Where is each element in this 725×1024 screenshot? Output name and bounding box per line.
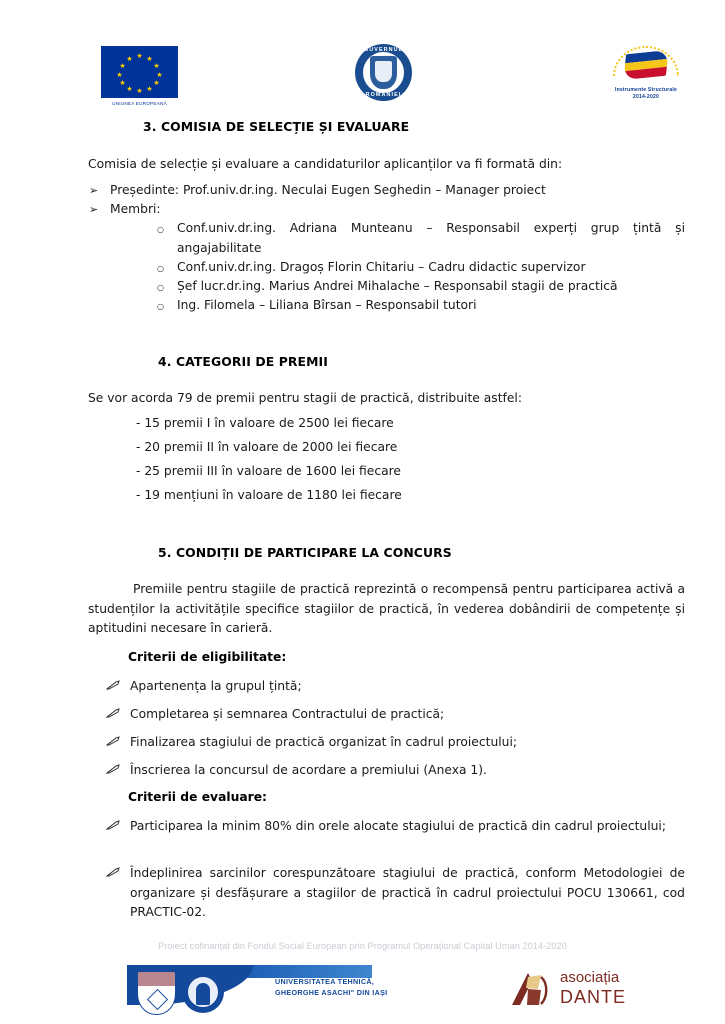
section-3-intro: Comisia de selecție și evaluare a candidaturilor aplicanților va fi formată din:: [88, 157, 563, 171]
pen-bullet-icon: [106, 680, 120, 690]
university-logo: [127, 963, 389, 1015]
footer-logos: [0, 960, 725, 1024]
member-item-4: [157, 296, 685, 316]
eligibility-item-2: [130, 705, 685, 725]
university-shield-icon: [137, 971, 176, 1015]
association-logo: [508, 966, 698, 1014]
eligibility-criteria-heading: Criterii de eligibilitate:: [128, 650, 287, 664]
structural-instruments-logo: [605, 44, 687, 101]
circle-bullet-icon: ○: [157, 264, 164, 273]
gov-seal-bottom-text: ROMÂNIEI: [365, 92, 402, 98]
evaluation-text-1: Participarea la minim 80% din orele alocate stagiului de practică din cadrul proiectului;: [130, 819, 666, 833]
structural-logo-line1: Instrumente Structurale: [614, 87, 678, 93]
structural-instruments-icon: [605, 44, 687, 86]
member-text-2: Conf.univ.dr.ing. Dragoș Florin Chitariu – Cadru didactic supervizor: [177, 260, 586, 274]
eu-logo-caption: UNIUNEA EUROPEANĂ: [112, 101, 167, 106]
evaluation-item-2: [130, 864, 685, 923]
gov-seal-top-text: GUVERNUL: [363, 47, 404, 53]
prize-item-4: - 19 mențiuni în valoare de 1180 lei fiecare: [136, 488, 402, 502]
eu-flag-icon: ★ ★ ★ ★ ★ ★ ★ ★ ★ ★ ★ ★: [101, 46, 178, 98]
university-seal-icon: [182, 971, 224, 1013]
eligibility-item-3: [130, 733, 685, 753]
eligibility-text-1: Apartenența la grupul țintă;: [130, 679, 302, 693]
eligibility-item-1: [130, 677, 685, 697]
romanian-government-seal: [355, 44, 412, 101]
eligibility-text-2: Completarea și semnarea Contractului de practică;: [130, 707, 445, 721]
prize-item-1: - 15 premii I în valoare de 2500 lei fiecare: [136, 416, 394, 430]
circle-bullet-icon: ○: [157, 225, 164, 234]
member-item-2: [157, 258, 685, 278]
committee-president-item: [89, 181, 650, 201]
document-header: [0, 0, 725, 112]
evaluation-criteria-heading: Criterii de evaluare:: [128, 790, 267, 804]
committee-president-text: Președinte: Prof.univ.dr.ing. Neculai Eugen Seghedin – Manager proiect: [110, 183, 546, 197]
dante-mark-icon: [508, 969, 552, 1009]
arrow-bullet-icon: ➢: [89, 203, 99, 216]
pen-bullet-icon: [106, 736, 120, 746]
pen-bullet-icon: [106, 708, 120, 718]
footer-funding-note: Proiect cofinanțat din Fondul Social European prin Programul Operațional Capital Uman 2014-2020: [158, 941, 567, 951]
association-name-line1: asociația: [560, 969, 620, 986]
committee-members-label-item: [89, 200, 650, 220]
section-5-heading: 5. CONDIȚII DE PARTICIPARE LA CONCURS: [158, 545, 452, 560]
pen-bullet-icon: [106, 867, 120, 877]
prize-item-3: - 25 premii III în valoare de 1600 lei fiecare: [136, 464, 401, 478]
member-item-1: [157, 219, 685, 258]
structural-logo-line2: 2014-2020: [632, 94, 660, 100]
member-text-4: Ing. Filomela – Liliana Bîrsan – Responsabil tutori: [177, 298, 477, 312]
section-4-heading: 4. CATEGORII DE PREMII: [158, 354, 328, 369]
circle-bullet-icon: ○: [157, 283, 164, 292]
member-text-1: Conf.univ.dr.ing. Adriana Munteanu – Responsabil experți grup țintă și angajabilitate: [177, 221, 685, 255]
university-name-line2: GHEORGHE ASACHI" DIN IAȘI: [275, 987, 388, 997]
circle-bullet-icon: ○: [157, 302, 164, 311]
section-5-intro: Premiile pentru stagiile de practică reprezintă o recompensă pentru participarea activă a studenților la activitățile specifice stagiilor de practică, în vederea dobândirii de competențe și aptitudini necesare în carieră.: [88, 582, 685, 635]
evaluation-item-1: [130, 817, 685, 837]
evaluation-text-2: Îndeplinirea sarcinilor corespunzătoare stagiului de practică, conform Metodologiei de organizare și desfășurare a stagiilor de practică în cadrul proiectului POCU 130661, cod PRACTIC-02.: [130, 866, 685, 919]
section-3-heading: 3. COMISIA DE SELECȚIE ȘI EVALUARE: [143, 119, 410, 134]
university-name-line1: UNIVERSITATEA TEHNICĂ,: [275, 977, 375, 986]
committee-members-label: Membri:: [110, 202, 161, 216]
section-4-intro: Se vor acorda 79 de premii pentru stagii de practică, distribuite astfel:: [88, 391, 522, 405]
member-item-3: [157, 277, 685, 297]
eligibility-text-4: Înscrierea la concursul de acordare a premiului (Anexa 1).: [130, 763, 487, 777]
association-name-line2: DANTE: [560, 987, 627, 1007]
eligibility-text-3: Finalizarea stagiului de practică organizat în cadrul proiectului;: [130, 735, 518, 749]
pen-bullet-icon: [106, 820, 120, 830]
arrow-bullet-icon: ➢: [89, 184, 99, 197]
eu-logo: [101, 46, 178, 106]
pen-bullet-icon: [106, 764, 120, 774]
prize-item-2: - 20 premii II în valoare de 2000 lei fiecare: [136, 440, 398, 454]
member-text-3: Șef lucr.dr.ing. Marius Andrei Mihalache – Responsabil stagii de practică: [177, 279, 618, 293]
eligibility-item-4: [130, 761, 685, 781]
